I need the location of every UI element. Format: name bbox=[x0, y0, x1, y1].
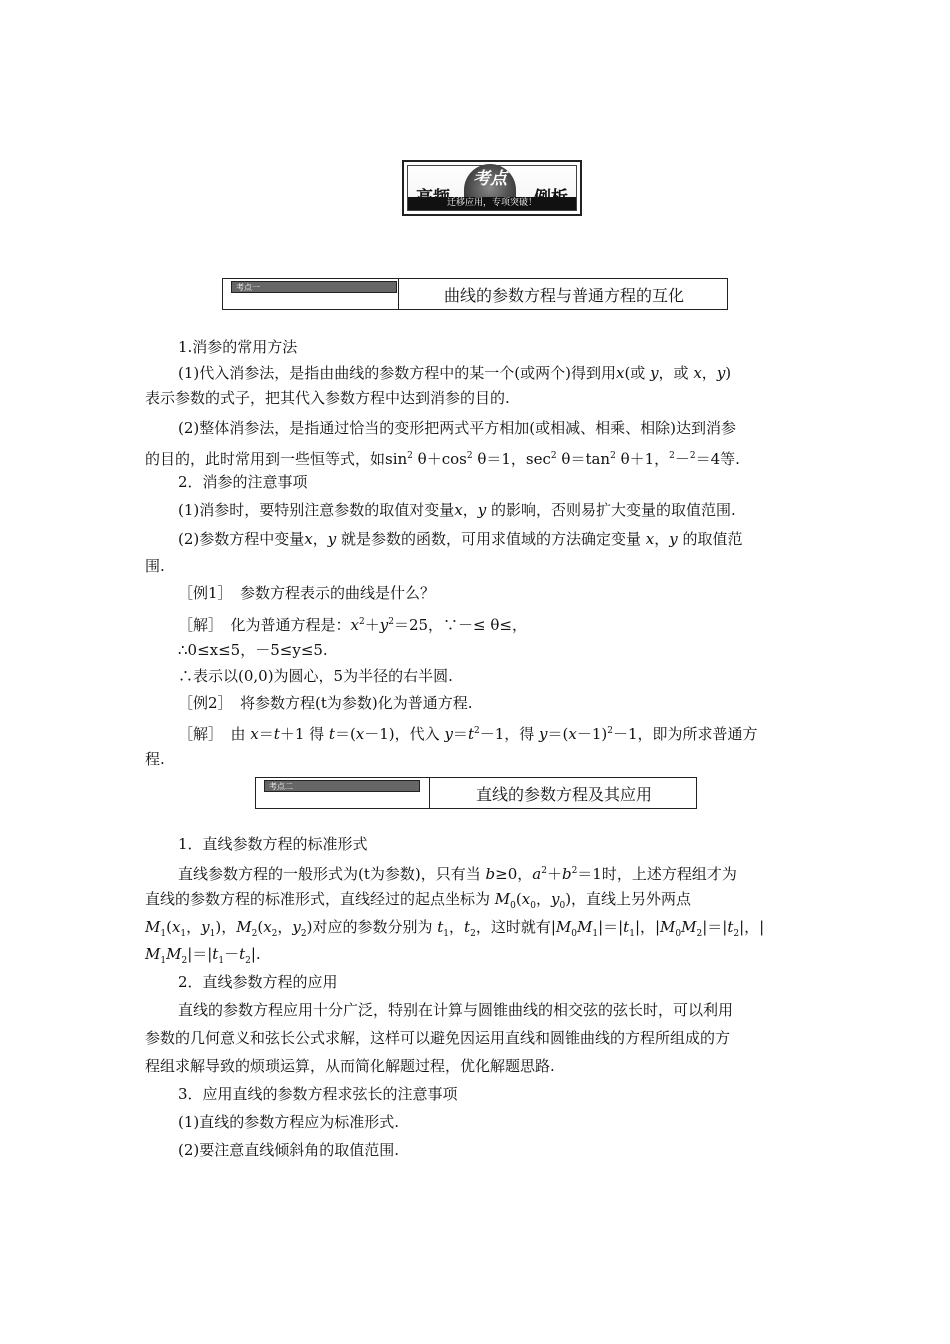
section-title-2: 直线的参数方程及其应用 bbox=[475, 785, 652, 804]
paragraph-line: 参数的几何意义和弦长公式求解，这样可以避免因运用直线和圆锥曲线的方程所组成的方 bbox=[145, 1029, 731, 1047]
paragraph-line: 直线的参数方程的标准形式，直线经过的起点坐标为 $M_0(x_0$，$y_0$)，直线上另外两点 bbox=[145, 890, 692, 911]
solution-line: ∴0≤x≤5，－5≤y≤5. bbox=[178, 641, 328, 659]
heading: 2．直线参数方程的应用 bbox=[178, 973, 338, 991]
banner-dome-text: 考点 bbox=[464, 164, 516, 198]
paragraph-line: (2)要注意直线倾斜角的取值范围. bbox=[178, 1141, 400, 1159]
banner-strip: 迁移应用，专项突破！ bbox=[408, 197, 576, 210]
heading: 1．直线参数方程的标准形式 bbox=[178, 835, 368, 853]
example-2: ［例2］ 将参数方程(t为参数)化为普通方程. bbox=[178, 694, 473, 712]
paragraph-line: 表示参数的式子，把其代入参数方程中达到消参的目的. bbox=[145, 389, 510, 407]
section-banner bbox=[402, 160, 582, 216]
paragraph-line: 围. bbox=[145, 557, 165, 575]
section-tag-2: 考点二 bbox=[264, 780, 420, 792]
heading: 2．消参的注意事项 bbox=[178, 473, 308, 491]
paragraph-line: 直线的参数方程应用十分广泛，特别在计算与圆锥曲线的相交弦的弦长时，可以利用 bbox=[178, 1001, 734, 1019]
section-header-2 bbox=[255, 777, 697, 809]
paragraph-line: 的目的，此时常用到一些恒等式，如$\sin^2 \theta+\cos^2$ θ＝1，$\sec^2 \theta=\tan^2$ θ＋1，$^2$－$^2$＝4等. bbox=[145, 450, 740, 468]
section-title-1: 曲线的参数方程与普通方程的互化 bbox=[443, 286, 684, 305]
section-tag-1: 考点一 bbox=[231, 281, 397, 293]
paragraph-line: (2)整体消参法，是指通过恰当的变形把两式平方相加(或相减、相乘、相除)达到消参 bbox=[178, 419, 736, 437]
paragraph-line: (1)直线的参数方程应为标准形式. bbox=[178, 1113, 400, 1131]
example-1: ［例1］ 参数方程表示的曲线是什么？ bbox=[178, 584, 436, 602]
solution-line: ∴表示以(0,0)为圆心，5为半径的右半圆. bbox=[178, 667, 453, 685]
paragraph-line: 程组求解导致的烦琐运算，从而简化解题过程，优化解题思路. bbox=[145, 1057, 555, 1075]
heading: 1.消参的常用方法 bbox=[178, 338, 298, 356]
heading: 3．应用直线的参数方程求弦长的注意事项 bbox=[178, 1085, 458, 1103]
solution-line: ［解］ 由 x＝t＋1 得 t＝(x－1)，代入 $y=t^2-1$，得 $y=(x-1)^2-1$，即为所求普通方 bbox=[178, 725, 758, 743]
solution-line: ［解］ 化为普通方程是：$x^2+y^2=25$，∵－≤ θ≤， bbox=[178, 616, 527, 634]
solution-line: 程. bbox=[145, 750, 165, 768]
section-header-1 bbox=[222, 278, 728, 310]
paragraph-line: (1)代入消参法，是指由曲线的参数方程中的某一个(或两个)得到用x(或 y，或 x，y) bbox=[178, 364, 732, 382]
paragraph-line: $M_1M_2|=|t_1-t_2|$. bbox=[145, 945, 261, 966]
paragraph-line: (2)参数方程中变量x，y 就是参数的函数，可用求值域的方法确定变量 x，y 的取值范 bbox=[178, 530, 743, 548]
paragraph-line: 直线参数方程的一般形式为(t为参数)，只有当 b≥0，$a^2+b^2=1$时，上述方程组才为 bbox=[178, 865, 737, 883]
paragraph-line: (1)消参时，要特别注意参数的取值对变量x，y 的影响，否则易扩大变量的取值范围. bbox=[178, 501, 736, 519]
paragraph-line: $M_1(x_1$，$y_1$)，$M_2(x_2$，$y_2$)对应的参数分别为 $t_1$，$t_2$，这时就有$|M_0M_1|=|t_1|$，$|M_0M_2|=|t_2|$，| bbox=[145, 918, 765, 939]
